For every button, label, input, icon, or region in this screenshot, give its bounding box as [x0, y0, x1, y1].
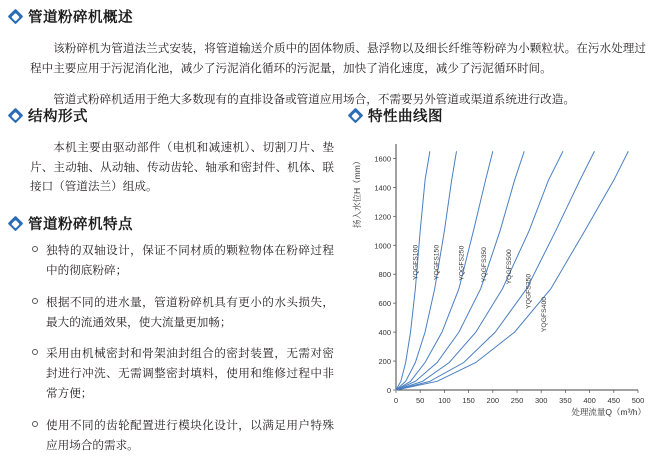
- paragraph: 本机主要由驱动部件（电机和减速机）、切割刀片、垫片、主动轴、从动轴、传动齿轮、轴承和密封件、机体、联接口（管道法兰）组成。: [30, 140, 334, 194]
- section-curve-title: 特性曲线图: [368, 109, 443, 125]
- svg-text:400: 400: [378, 328, 391, 338]
- paragraph: 该粉碎机为管道法兰式安装，将管道输送介质中的固体物质、悬浮物以及细长纤维等粉碎为小颗粒状。在污水处理过程中主要应用于污泥消化池，减少了污泥消化循环的污泥量，加快了消化速度，减少了污泥循环时间。: [30, 41, 646, 75]
- svg-text:0: 0: [386, 386, 391, 395]
- section-structure-title: 结构形式: [28, 109, 88, 125]
- svg-text:100: 100: [438, 396, 451, 405]
- svg-text:YQGFS350: YQGFS350: [525, 273, 533, 309]
- chart-svg: [350, 136, 650, 416]
- svg-text:YQGFS500: YQGFS500: [506, 249, 514, 285]
- section-features-body: [10, 241, 340, 455]
- svg-text:1200: 1200: [374, 212, 391, 222]
- svg-text:250: 250: [510, 396, 524, 405]
- svg-text:600: 600: [378, 299, 391, 309]
- diamond-bullet-icon: [8, 108, 24, 124]
- svg-text:450: 450: [607, 396, 621, 405]
- list-item-text: 根据不同的进水量，管道粉碎机具有更小的水头损失，最大的流通效果，使大流量更加畅；: [46, 295, 334, 329]
- list-item: [30, 344, 334, 404]
- svg-text:YQGFS400: YQGFS400: [541, 296, 549, 333]
- section-structure-body: [10, 138, 340, 198]
- svg-text:YQGFS150: YQGFS150: [433, 244, 441, 281]
- svg-text:200: 200: [486, 396, 500, 405]
- section-structure: [10, 105, 340, 197]
- svg-text:800: 800: [378, 270, 391, 280]
- paragraph: 管道式粉碎机适用于绝大多数现有的直排设备或管道应用场合，不需要另外管道或渠道系统进行改造。: [53, 93, 575, 107]
- svg-text:350: 350: [559, 396, 572, 405]
- diamond-bullet-icon: [348, 108, 364, 124]
- svg-text:400: 400: [583, 396, 596, 405]
- diamond-bullet-icon: [8, 9, 24, 25]
- list-item-text: 采用由机械密封和骨架油封组合的密封装置，无需对密封进行冲洗、无需调整密封填料，使用和维修过程中非常方便；: [46, 347, 334, 401]
- svg-text:50: 50: [416, 396, 425, 405]
- chart-x-axis-label: 处理流量Q（m³/h）: [571, 407, 646, 417]
- svg-text:200: 200: [378, 357, 391, 367]
- svg-text:150: 150: [462, 396, 475, 405]
- section-overview-heading: [10, 6, 650, 27]
- list-item: [30, 293, 334, 333]
- svg-text:YQGFS350: YQGFS350: [481, 247, 489, 283]
- right-column: [350, 105, 650, 416]
- section-overview-body: [10, 39, 650, 110]
- svg-text:1000: 1000: [374, 241, 391, 251]
- circle-bullet-icon: [32, 298, 38, 304]
- section-overview-title: 管道粉碎机概述: [28, 10, 133, 26]
- list-item-text: 独特的双轴设计，保证不同材质的颗粒物体在粉碎过程中的彻底粉碎；: [46, 244, 334, 278]
- svg-text:1400: 1400: [374, 183, 391, 193]
- left-column: [10, 105, 340, 467]
- svg-text:0: 0: [393, 396, 399, 405]
- svg-text:300: 300: [534, 396, 548, 405]
- svg-text:YQGFS250: YQGFS250: [458, 245, 466, 281]
- diamond-bullet-icon: [8, 216, 24, 232]
- circle-bullet-icon: [32, 246, 38, 252]
- section-features-heading: [10, 213, 340, 234]
- svg-text:1600: 1600: [374, 154, 391, 164]
- list-item: [30, 416, 334, 456]
- list-item: [30, 241, 334, 281]
- list-item-text: 使用不同的齿轮配置进行模块化设计，以满足用户特殊应用场合的需求。: [46, 418, 334, 452]
- chart-y-axis-label: 扬入水位H（mm）: [352, 156, 362, 228]
- section-features-title: 管道粉碎机特点: [28, 217, 133, 234]
- svg-text:500: 500: [631, 396, 645, 405]
- section-features: [10, 213, 340, 455]
- characteristic-curve-chart: [350, 136, 650, 416]
- circle-bullet-icon: [32, 349, 38, 355]
- section-structure-heading: [10, 105, 340, 126]
- section-curve-heading: [350, 105, 650, 126]
- circle-bullet-icon: [32, 421, 38, 427]
- svg-text:YQGFS100: YQGFS100: [412, 244, 420, 281]
